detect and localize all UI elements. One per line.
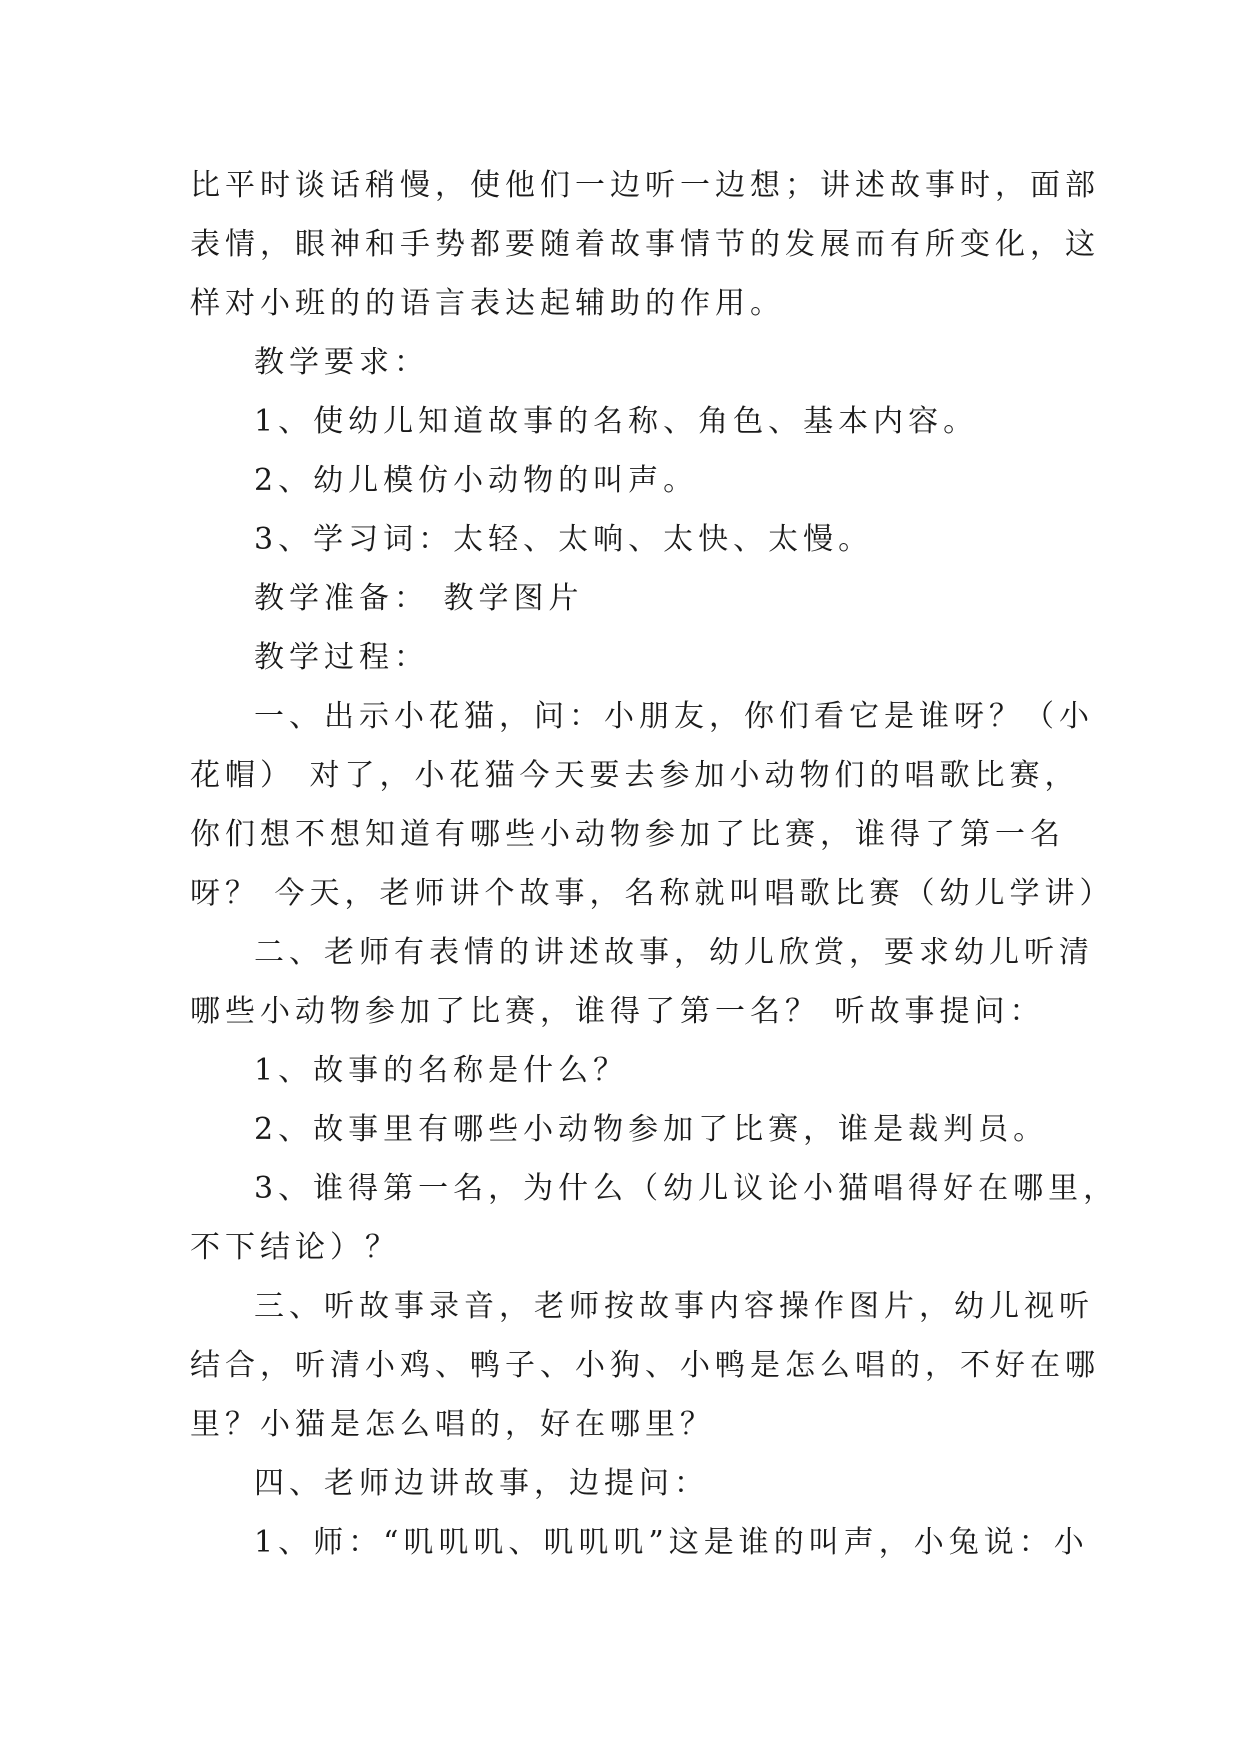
document-body bbox=[190, 156, 1119, 1572]
text-line: 3、谁得第一名，为什么（幼儿议论小猫唱得好在哪里， bbox=[254, 1171, 1119, 1206]
text-line: 表情，眼神和手势都要随着故事情节的发展而有所变化，这 bbox=[190, 227, 1100, 262]
text-line: 样对小班的的语言表达起辅助的作用。 bbox=[190, 286, 785, 321]
text-line: 四、老师边讲故事，边提问： bbox=[254, 1466, 709, 1501]
text-line: 教学过程： bbox=[254, 640, 429, 675]
text-line: 3、学习词：太轻、太响、太快、太慢。 bbox=[254, 522, 874, 557]
text-line: 1、故事的名称是什么？ bbox=[254, 1053, 629, 1088]
text-line: 教学准备： 教学图片 bbox=[254, 581, 584, 616]
text-line: 呀？ 今天，老师讲个故事，名称就叫唱歌比赛（幼儿学讲） bbox=[190, 876, 1115, 911]
text-line: 教学要求： bbox=[254, 345, 429, 380]
text-line: 结合，听清小鸡、鸭子、小狗、小鸭是怎么唱的，不好在哪 bbox=[190, 1348, 1100, 1383]
text-line: 花帽） 对了，小花猫今天要去参加小动物们的唱歌比赛， bbox=[190, 758, 1080, 793]
text-line: 1、使幼儿知道故事的名称、角色、基本内容。 bbox=[254, 404, 979, 439]
text-line: 哪些小动物参加了比赛，谁得了第一名？ 听故事提问： bbox=[190, 994, 1045, 1029]
text-line: 比平时谈话稍慢，使他们一边听一边想；讲述故事时，面部 bbox=[190, 168, 1100, 203]
text-line: 二、老师有表情的讲述故事，幼儿欣赏，要求幼儿听清 bbox=[254, 935, 1094, 970]
text-line: 一、出示小花猫，问：小朋友，你们看它是谁呀？（小 bbox=[254, 699, 1094, 734]
text-line: 1、师：“叽叽叽、叽叽叽”这是谁的叫声，小兔说：小 bbox=[254, 1525, 1089, 1560]
text-line: 你们想不想知道有哪些小动物参加了比赛，谁得了第一名 bbox=[190, 817, 1065, 852]
text-line: 三、听故事录音，老师按故事内容操作图片，幼儿视听 bbox=[254, 1289, 1094, 1324]
text-line: 里？小猫是怎么唱的，好在哪里？ bbox=[190, 1407, 715, 1442]
text-line: 不下结论）？ bbox=[190, 1230, 400, 1265]
text-line: 2、故事里有哪些小动物参加了比赛，谁是裁判员。 bbox=[254, 1112, 1049, 1147]
text-line: 2、幼儿模仿小动物的叫声。 bbox=[254, 463, 699, 498]
